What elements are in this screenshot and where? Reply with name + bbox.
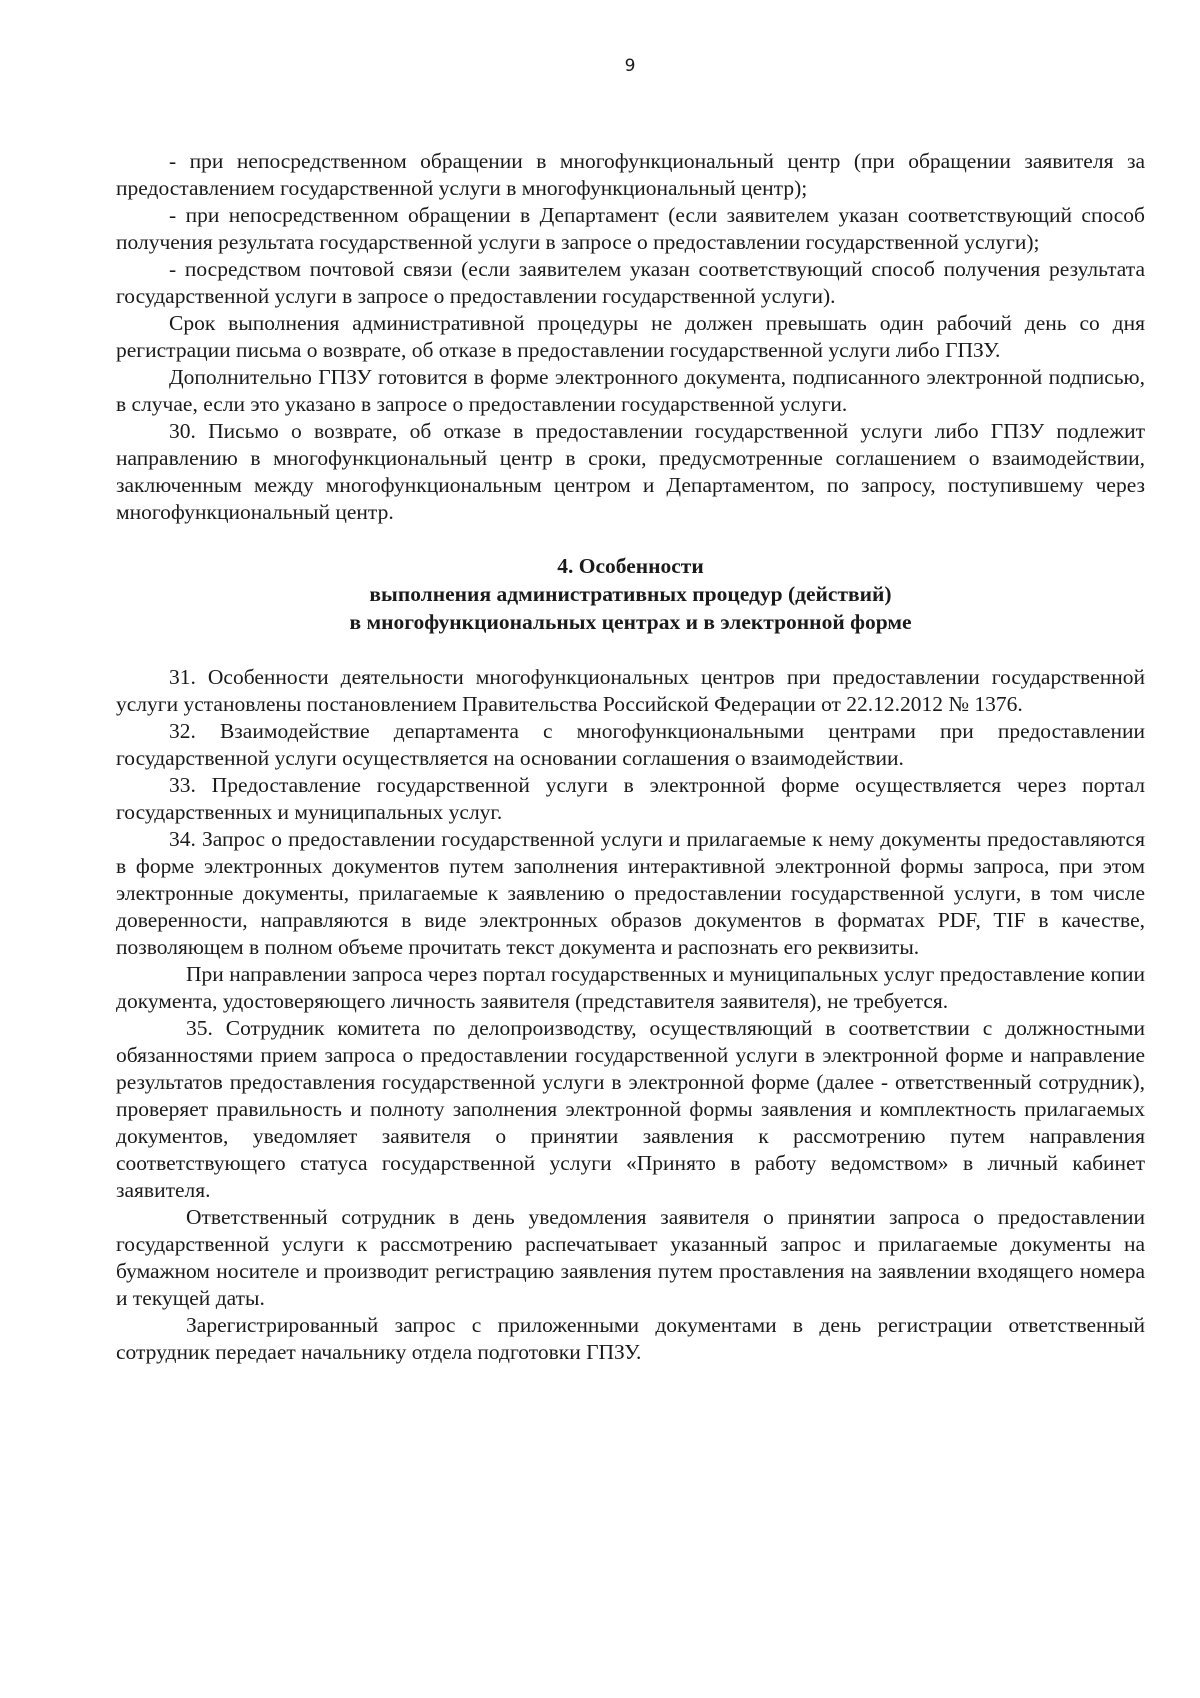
section-heading-line-2: выполнения административных процедур (действий)	[369, 582, 892, 606]
paragraph-delivery-department: - при непосредственном обращении в Департамент (если заявителем указан соответствующий способ получения результата государственной услуги в запросе о предоставлении государственной услуги);	[116, 203, 1145, 254]
page-number: 9	[624, 56, 636, 76]
paragraph-30: 30. Письмо о возврате, об отказе в предоставлении государственной услуги либо ГПЗУ подлежит направлению в многофункциональный центр в сроки, предусмотренные соглашением о взаимодействии, заключенным между многофункциональным центром и Департаментом, по запросу, поступившему через многофункциональный центр.	[116, 419, 1145, 524]
paragraph-32: 32. Взаимодействие департамента с многофункциональными центрами при предоставлении государственной услуги осуществляется на основании соглашения о взаимодействии.	[116, 719, 1145, 770]
paragraph-portal-copy: При направлении запроса через портал государственных и муниципальных услуг предоставление копии документа, удостоверяющего личность заявителя (представителя заявителя), не требуется.	[116, 962, 1145, 1013]
section-heading-line-1: 4. Особенности	[557, 554, 704, 578]
document-body	[116, 148, 1145, 1366]
paragraph-delivery-mfc: - при непосредственном обращении в многофункциональный центр (при обращении заявителя за предоставлением государственной услуги в многофункциональный центр);	[116, 149, 1145, 200]
paragraph-transfer: Зарегистрированный запрос с приложенными документами в день регистрации ответственный сотрудник передает начальнику отдела подготовки ГПЗУ.	[116, 1313, 1145, 1364]
paragraph-delivery-post: - посредством почтовой связи (если заявителем указан соответствующий способ получения результата государственной услуги в запросе о предоставлении государственной услуги).	[116, 257, 1145, 308]
section-heading-line-3: в многофункциональных центрах и в электронной форме	[349, 610, 912, 634]
paragraph-35: 35. Сотрудник комитета по делопроизводству, осуществляющий в соответствии с должностными обязанностями прием запроса о предоставлении государственной услуги в электронной форме и направление результатов предоставления государственной услуги в электронной форме (далее - ответственный сотрудник), проверяет правильность и полноту заполнения электронной формы заявления и комплектность прилагаемых документов, уведомляет заявителя о принятии заявления к рассмотрению путем направления соответствующего статуса государственной услуги «Принято в работу ведомством» в личный кабинет заявителя.	[116, 1016, 1145, 1202]
paragraph-electronic-gpzu: Дополнительно ГПЗУ готовится в форме электронного документа, подписанного электронной подписью, в случае, если это указано в запросе о предоставлении государственной услуги.	[116, 365, 1145, 416]
paragraph-34: 34. Запрос о предоставлении государственной услуги и прилагаемые к нему документы предоставляются в форме электронных документов путем заполнения интерактивной электронной формы запроса, при этом электронные документы, прилагаемые к заявлению о предоставлении государственной услуги, в том числе доверенности, направляются в виде электронных образов документов в форматах PDF, TIF в качестве, позволяющем в полном объеме прочитать текст документа и распознать его реквизиты.	[116, 827, 1145, 959]
section-heading	[116, 552, 1145, 636]
paragraph-deadline: Срок выполнения административной процедуры не должен превышать один рабочий день со дня регистрации письма о возврате, об отказе в предоставлении государственной услуги либо ГПЗУ.	[116, 311, 1145, 362]
paragraph-registration: Ответственный сотрудник в день уведомления заявителя о принятии запроса о предоставлении государственной услуги к рассмотрению распечатывает указанный запрос и прилагаемые документы на бумажном носителе и производит регистрацию заявления путем проставления на заявлении входящего номера и текущей даты.	[116, 1205, 1145, 1310]
paragraph-33: 33. Предоставление государственной услуги в электронной форме осуществляется через портал государственных и муниципальных услуг.	[116, 773, 1145, 824]
paragraph-31: 31. Особенности деятельности многофункциональных центров при предоставлении государственной услуги установлены постановлением Правительства Российской Федерации от 22.12.2012 № 1376.	[116, 665, 1145, 716]
